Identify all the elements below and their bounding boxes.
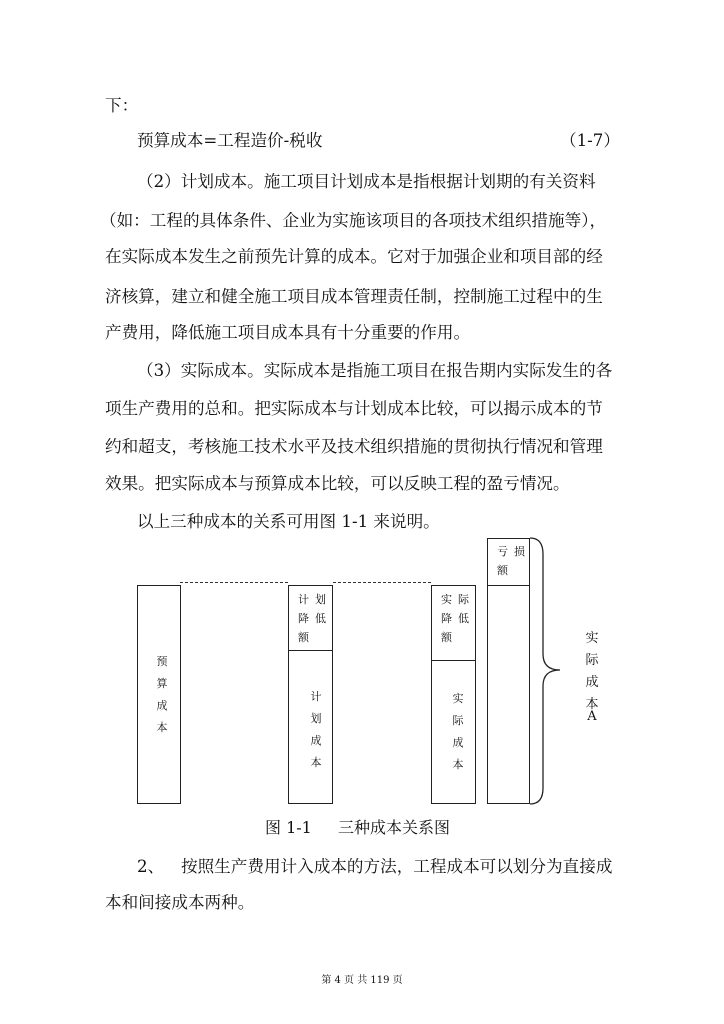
para-plan-cost-4: 济核算，建立和健全施工项目成本管理责任制，控制施工过程中的生: [105, 287, 603, 306]
plan-reduction-label-3: 额: [298, 631, 315, 644]
formula-number: （1-7）: [560, 131, 620, 150]
loss-label-2: 额: [497, 564, 514, 577]
plan-reduction-label-2: 降低: [298, 612, 332, 625]
reference-dashed-line-1: [180, 582, 288, 583]
actual-cost-total-bar: [487, 585, 530, 804]
figure-caption-number: 图 1-1: [265, 818, 312, 837]
reference-dashed-line-2: [333, 582, 431, 583]
actual-reduction-label-1: 实际: [441, 593, 475, 606]
brace-letter: A: [587, 709, 597, 724]
figure-caption-text: 三种成本关系图: [338, 818, 451, 837]
para-actual-cost-1: （3）实际成本。实际成本是指施工项目在报告期内实际发生的各: [137, 361, 613, 380]
page-footer: 第 4 页 共 119 页: [321, 975, 403, 986]
para-actual-cost-3: 约和超支，考核施工技术水平及技术组织措施的贯彻执行情况和管理: [105, 437, 603, 456]
plan-reduction-label-1: 计划: [298, 593, 332, 606]
para-figure-intro: 以上三种成本的关系可用图 1-1 来说明。: [137, 512, 440, 531]
para-plan-cost-3: 在实际成本发生之前预先计算的成本。它对于加强企业和项目部的经: [105, 247, 603, 266]
para-plan-cost-2: （如：工程的具体条件、企业为实施该项目的各项技术组织措施等），: [100, 211, 607, 230]
para-plan-cost-1: （2）计划成本。施工项目计划成本是指根据计划期的有关资料: [137, 172, 596, 191]
para-actual-cost-4: 效果。把实际成本与预算成本比较，可以反映工程的盈亏情况。: [105, 474, 570, 493]
actual-cost-label: 实际成本: [452, 692, 464, 771]
para-actual-cost-2: 项生产费用的总和。把实际成本与计划成本比较，可以揭示成本的节: [105, 399, 603, 418]
curly-brace: [528, 536, 568, 806]
plan-cost-label: 计划成本: [310, 690, 322, 769]
item-2-continued: 本和间接成本两种。: [105, 893, 255, 912]
para-plan-cost-5: 产费用，降低施工项目成本具有十分重要的作用。: [105, 323, 471, 342]
item-2-text: 按照生产费用计入成本的方法，工程成本可以划分为直接成: [181, 857, 613, 876]
brace-label: 实际成本: [585, 631, 599, 712]
formula: 预算成本=工程造价-税收: [137, 131, 323, 150]
actual-reduction-label-2: 降低: [441, 612, 475, 625]
item-2-number: 2、: [137, 857, 165, 876]
loss-label-1: 亏损: [497, 545, 531, 558]
budget-cost-label: 预算成本: [156, 655, 168, 734]
actual-reduction-label-3: 额: [441, 631, 458, 644]
line-1: 下：: [105, 96, 139, 115]
